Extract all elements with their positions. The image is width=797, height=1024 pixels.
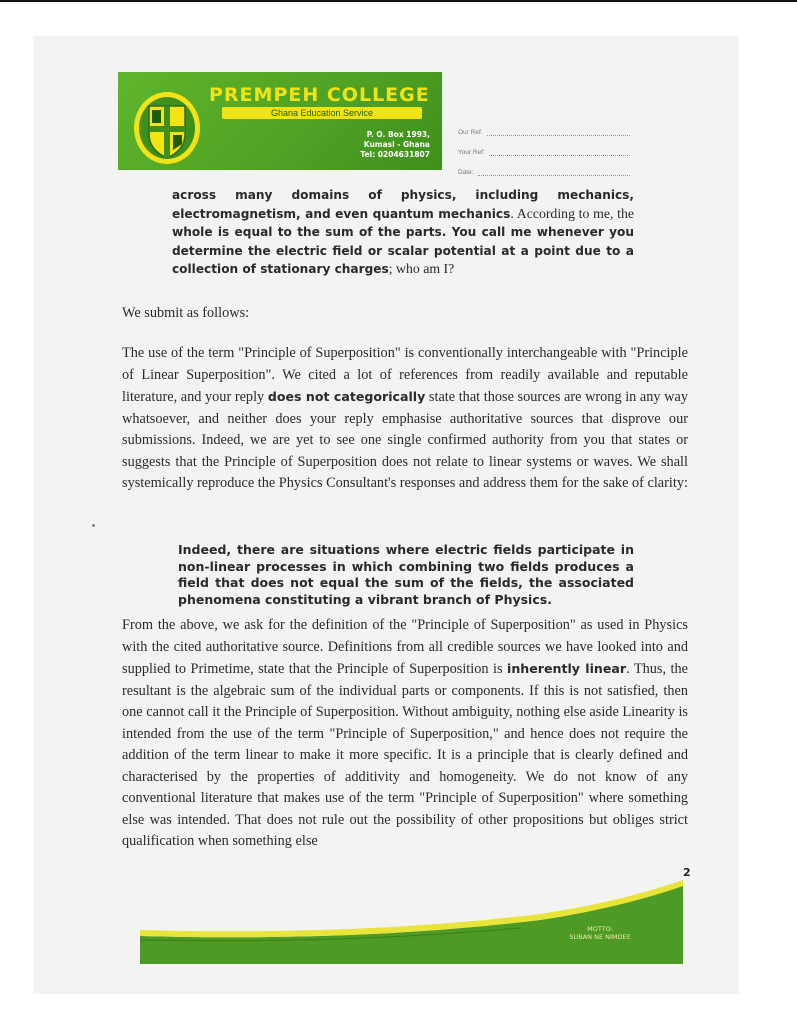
- address-line: Tel: 0204631807: [360, 150, 430, 159]
- motto-label: MOTTO:: [587, 925, 613, 933]
- footer-motto: [530, 925, 670, 941]
- our-ref-field: [458, 116, 630, 136]
- paragraph-text: state that those sources are wrong in any way whatsoever, and neither does your reply emphasise authoritative sources that disprove our submissions. Indeed, we are yet to see one single confirmed authority from you that states or suggests that the Principle of Superposition does not relate to linear systems or waves. We shall systemically reproduce the Physics Consultant's responses and address them for the sake of clarity:: [122, 389, 688, 491]
- opening-quote: [172, 186, 634, 279]
- ges-label: Ghana Education Service: [222, 107, 422, 119]
- page-number: 2: [683, 866, 691, 879]
- our-ref-label: Our Ref:: [458, 129, 483, 136]
- paragraph-bold-text: does not categorically: [267, 389, 426, 404]
- college-name: PREMPEH COLLEGE: [209, 84, 430, 106]
- school-address: [320, 130, 430, 160]
- quote-text: . According to me, the: [510, 205, 634, 221]
- footer-swoosh: [140, 880, 683, 964]
- your-ref-label: Your Ref:: [458, 149, 485, 156]
- quote-text: ; who am I?: [388, 261, 455, 276]
- school-crest-icon: [132, 90, 202, 168]
- consultant-quote: Indeed, there are situations where electric fields participate in non-linear processes in which combining two fields produces a field that does not equal the sum of the fields, the associated phenomena constituting a vibrant branch of Physics.: [178, 542, 634, 607]
- motto-text: SUBAN NE NIMDEƐ: [569, 933, 631, 941]
- date-field: [458, 156, 630, 176]
- reference-fields: [458, 116, 630, 176]
- quote-bold-text: across many domains of physics, including mechanics, electromagnetism, and even quantum mechanics: [172, 188, 634, 221]
- your-ref-field: [458, 136, 630, 156]
- date-label: Date:: [458, 169, 474, 176]
- paragraph-text: The use of the term "Principle of Superposition" is conventionally interchangeable with "Principle of Linear Superposition". We cited a lot of references from readily available and reputable literature, and your reply: [122, 345, 688, 405]
- paragraph-bold-text: inherently linear: [507, 661, 627, 676]
- paragraph-2: [122, 615, 688, 853]
- scan-speck: [92, 524, 95, 527]
- paragraph-1: [122, 343, 688, 495]
- quote-bold-text: whole is equal to the sum of the parts. You call me whenever you determine the electric field or scalar potential at a point due to a collection of stationary charges: [172, 225, 634, 276]
- paragraph-text: . Thus, the resultant is the algebraic sum of the individual parts or components. If this is not satisfied, then one cannot call it the Principle of Superposition. Without ambiguity, nothing else aside Linearity is intended from the use of the term "Principle of Superposition," and hence does not require the addition of the term linear to make it more specific. It is a principle that is clearly defined and characterised by the properties of additivity and homogeneity. We do not know of any conventional literature that makes use of the term "Principle of Superposition" where something else was intended. That does not rule out the possibility of other propositions but obliges strict qualification when something else: [122, 661, 688, 849]
- address-line: P. O. Box 1993,: [366, 130, 430, 139]
- top-border: [0, 0, 797, 2]
- paragraph-text: From the above, we ask for the definition of the "Principle of Superposition" as used in Physics with the cited authoritative source. Definitions from all credible sources we have looked into and supplied to Primetime, state that the Principle of Superposition is: [122, 617, 688, 677]
- submit-line: We submit as follows:: [122, 305, 250, 321]
- address-line: Kumasi - Ghana: [363, 140, 430, 149]
